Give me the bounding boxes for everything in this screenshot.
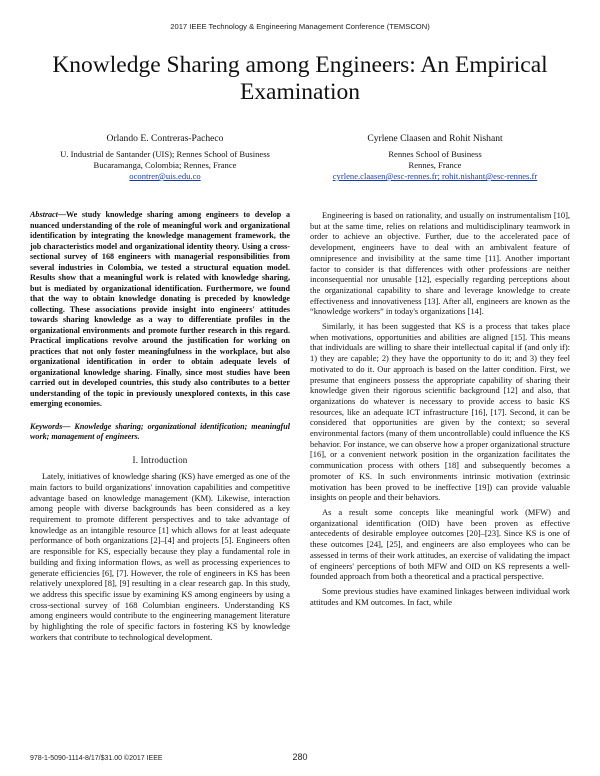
body-paragraph: Similarly, it has been suggested that KS is a process that takes place when motivations, opportunities and abilities are aligned [15]. This means that individuals are willing to share their intellectual capital if (and only if): 1) they are capable; 2) they have the opportunity to do it; and 3) they feel motivated to do it. Our approach is based on the latter condition. First, we presume that engineers possess the appropriate capability of sharing their knowledge given their rigorous scientific background [12] and also, that organizations do whatever is necessary to provide access to basic KS resources, like an adequate ICT infrastructure [16], [17]. Second, it can be considered that opportunities are given by the context; so several environmental factors (many of them uncontrollable) could influence the KS behavior. For instance, we can observe how a proper organizational structure [16], or a convenient network position in the organization facilitates the communication process with others [18] and subsequently becomes a promoter of KS. In such environments intrinsic motivation (extrinsic motivation has been proved to be ineffective [19]) can provide valuable insights on people and their behaviors.	[310, 321, 570, 503]
author-email-link[interactable]: cyrlene.claasen@esc-rennes.fr; rohit.nishant@esc-rennes.fr	[332, 171, 538, 181]
author-block-2	[300, 133, 570, 182]
footer-copyright: 978-1-5090-1114-8/17/$31.00 ©2017 IEEE	[30, 755, 163, 762]
keywords: Keywords— Knowledge sharing; organizational identification; meaningful work; management of engineers.	[30, 421, 290, 441]
author-affiliation: U. Industrial de Santander (UIS); Rennes School of Business	[60, 149, 270, 159]
body-paragraph: Engineering is based on rationality, and usually on instrumentalism [10], but at the same time, relies on relations and multidisciplinary teamwork in order to achieve an objective. Further, due to the accelerated pace of development, engineers have to deal with an ambivalent feature of omnipresence and invisibility at the same time [11]. Another important factor to consider is that differences with other professions are neither inconsequential nor unusable [12], especially regarding perceptions about the organizational capability to share and leverage knowledge to create effectiveness and innovativeness [13]. After all, engineers are known as the “knowledge workers” in today's organizations [14].	[310, 210, 570, 317]
body-paragraph: Some previous studies have examined linkages between individual work attitudes and KM outcomes. In fact, while	[310, 585, 570, 607]
right-column	[310, 210, 570, 611]
body-paragraph: As a result some concepts like meaningful work (MFW) and organizational identification (OID) have been proven as effective antecedents of desirable employee outcomes [20]–[23]. Since KS is one of these outcomes [24], [25], and engineers are also employees who can be assessed in terms of their work attitudes, an exercise of validating the impact of engineers' perceptions of both MFW and OID on KS represents a well-founded approach from both a theoretical and a practical perspective.	[310, 506, 570, 582]
author-email-link[interactable]: ocontrer@uis.edu.co	[129, 171, 201, 181]
left-column	[30, 210, 290, 646]
author-name: Orlando E. Contreras-Pacheco	[106, 133, 224, 144]
abstract	[30, 210, 290, 410]
author-location: Bucaramanga, Colombia; Rennes, France	[93, 160, 237, 170]
paper-title: Knowledge Sharing among Engineers: An Empirical Examination	[52, 52, 548, 105]
abstract-label: Abstract	[30, 210, 58, 219]
author-name: Cyrlene Claasen and Rohit Nishant	[367, 133, 503, 144]
abstract-text: —We study knowledge sharing among engineers to develop a nuanced understanding of the role of meaningful work and organizational identification by integrating the knowledge management framework, the job characteristics model and organizational identity theory. Using a cross-sectional survey of 168 engineers with managerial responsibilities from several industries in Colombia, we tested a structural equation model. Results show that a meaningful work is related with knowledge sharing, but is mediated by organizational identification. Furthermore, we found that the way to obtain knowledge donating is preceded by knowledge collecting. These associations provide insight into engineers' attitudes towards sharing knowledge as a way to differentiate profiles in the organizational environments and promote further research in this regard. Practical implications revolve around the justification for working on practices that not only foster meaningfulness in the workplace, but also organizational identification in order to obtain adequate levels of organizational knowledge sharing. Finally, since most studies have been carried out in developed countries, this study also contributes to a better understanding of the topic in previously unexplored contexts, in this case emerging economies.	[30, 210, 290, 408]
author-block-1	[30, 133, 300, 182]
author-location: Rennes, France	[408, 160, 462, 170]
body-paragraph: Lately, initiatives of knowledge sharing (KS) have emerged as one of the main factors to build organizations' innovation capabilities and competitive advantage based on knowledge management (KM). Likewise, interaction among people with diverse backgrounds has been considered as a key requirement to promote different perspectives and to take advantage of knowledge as an intangible resource [1] which allows for at least adequate performance of both organizations [2]–[4] and projects [5]. Engineers often are responsible for KS, especially because they play a fundamental role in building and fixing information flows, as well as processing experiences to generate efficiencies [6], [7]. However, the role of engineers in KS has been relatively unexplored [8], [9] resulting in a clear research gap. In this study, we address this specific issue by examining KS among engineers by using a cross-sectional survey of 168 Columbian engineers. Understanding KS among engineers would contribute to the engineering management literature by highlighting the role of specific factors in fostering KS by knowledge workers that contribute to technological development.	[30, 471, 290, 642]
author-affiliation: Rennes School of Business	[388, 149, 482, 159]
page-number: 280	[292, 752, 308, 762]
section-heading: I. Introduction	[132, 454, 188, 465]
conference-header: 2017 IEEE Technology & Engineering Management Conference (TEMSCON)	[170, 22, 430, 31]
